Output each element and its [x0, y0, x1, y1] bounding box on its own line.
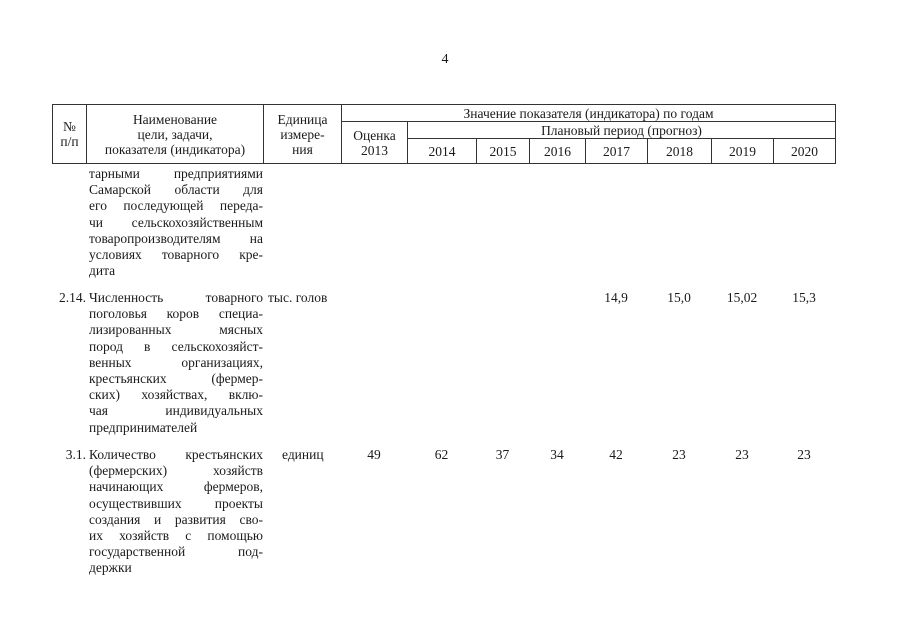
- row-value-2017: 42: [609, 447, 623, 462]
- header-year: 2019: [712, 139, 774, 164]
- header-estimate-cell: [342, 122, 408, 164]
- header-year: 2017: [586, 139, 648, 164]
- header-year: 2016: [530, 139, 586, 164]
- header-unit-label-2: измере-: [280, 126, 325, 142]
- header-estimate-year: 2013: [361, 142, 388, 158]
- row-value-2013: 49: [367, 447, 381, 462]
- row-unit: тыс. голов: [268, 290, 328, 305]
- row-name-line: Самарской области для: [89, 182, 263, 198]
- row-value-2016: 34: [550, 447, 564, 462]
- header-estimate-label: Оценка: [353, 127, 396, 143]
- header-number-label-2: п/п: [60, 134, 79, 149]
- row-value-2019: 23: [735, 447, 749, 462]
- header-year: 2020: [774, 139, 836, 164]
- row-name: [89, 447, 263, 577]
- header-number-label: №: [63, 119, 76, 134]
- row-value-2020: 23: [797, 447, 811, 462]
- row-name: [89, 290, 263, 436]
- row-value-2014: 62: [434, 447, 449, 462]
- row-name-line: государственной под-: [89, 544, 263, 560]
- header-name-cell: [87, 105, 264, 164]
- row-name-line: венных организациях,: [89, 354, 263, 370]
- row-number: 2.14.: [59, 290, 86, 305]
- header-name-label-2: цели, задачи,: [137, 126, 213, 142]
- row-unit: единиц: [282, 447, 324, 462]
- row-name-line: создания и развития сво-: [89, 511, 263, 527]
- header-plan-label: Плановый период (прогноз): [408, 122, 836, 139]
- header-unit-label-1: Единица: [277, 111, 328, 127]
- header-name-label-1: Наименование: [132, 111, 218, 127]
- row-name-line: условиях товарного кре-: [89, 247, 263, 263]
- header-year: 2015: [477, 139, 530, 164]
- row-name-line: предпринимателей: [89, 419, 198, 435]
- row-name-line: осуществивших проекты: [89, 495, 263, 511]
- row-name-line: начинающих фермеров,: [89, 479, 263, 495]
- header-name-label-3: показателя (индикатора): [104, 141, 246, 157]
- row-name-line: лизированных мясных: [89, 322, 263, 338]
- row-value-2020: 15,3: [792, 290, 816, 305]
- row-value-2019: 15,02: [726, 290, 758, 305]
- row-name-line: (фермерских) хозяйств: [89, 463, 263, 479]
- row-name-line: чая индивидуальных: [89, 403, 263, 419]
- header-year: 2014: [408, 139, 477, 164]
- header-unit-cell: [264, 105, 342, 164]
- row-name-line: крестьянских (фермер-: [89, 371, 263, 387]
- row-name: [89, 166, 263, 279]
- row-name-line: дита: [89, 263, 116, 279]
- row-name-line: тарными предприятиями: [89, 166, 263, 181]
- row-number: 3.1.: [65, 447, 86, 462]
- row-value-2018: 15,0: [667, 290, 691, 305]
- header-year: 2018: [648, 139, 712, 164]
- row-name-line: пород в сельскохозяйст-: [89, 338, 263, 354]
- row-name-line: товаропроизводителям на: [89, 230, 263, 246]
- row-name-line: Численность товарного: [89, 290, 263, 305]
- table-header: [52, 104, 836, 164]
- row-name-line: его последующей переда-: [89, 198, 263, 214]
- row-name-line: ских) хозяйствах, вклю-: [89, 387, 263, 403]
- header-unit-label-3: ния: [292, 141, 313, 157]
- row-name-line: чи сельскохозяйственным: [89, 214, 263, 230]
- row-name-line: держки: [89, 560, 132, 576]
- row-name-line: поголовья коров специа-: [89, 306, 263, 322]
- row-value-2015: 37: [495, 447, 510, 462]
- page-number: 4: [441, 52, 449, 67]
- header-values-title: Значение показателя (индикатора) по годам: [342, 105, 836, 122]
- row-name-line: Количество крестьянских: [89, 447, 263, 462]
- row-value-2017: 14,9: [604, 290, 628, 305]
- header-number-cell: [53, 105, 87, 164]
- row-name-line: их хозяйств с помощью: [89, 528, 263, 544]
- row-value-2018: 23: [672, 447, 686, 462]
